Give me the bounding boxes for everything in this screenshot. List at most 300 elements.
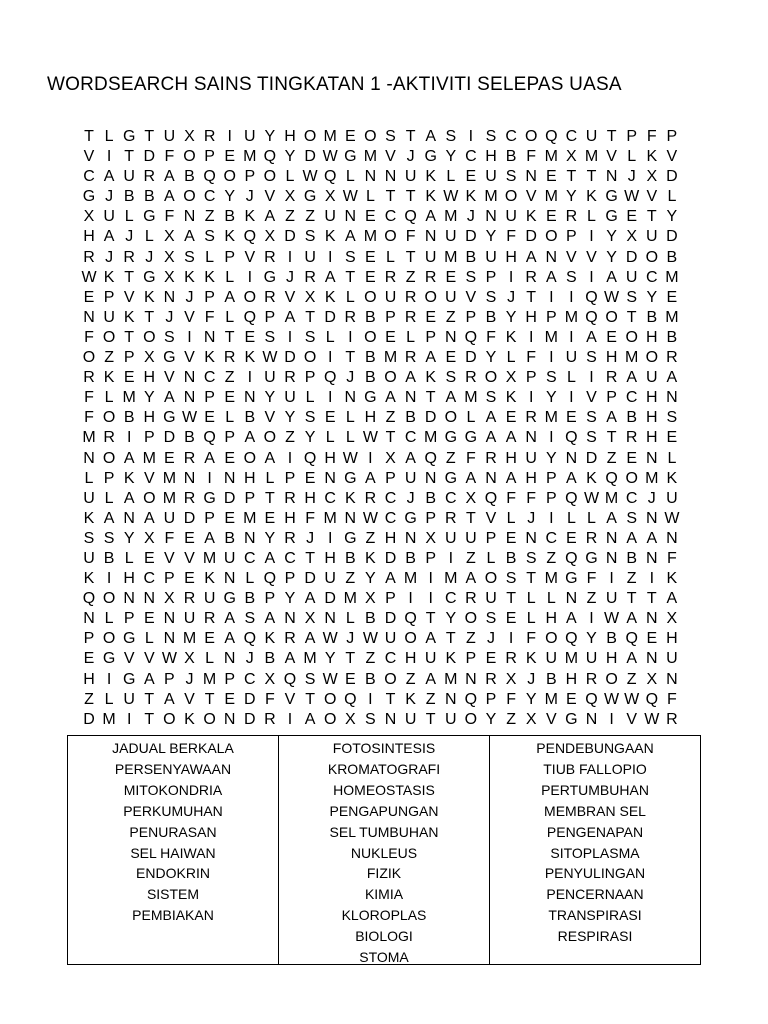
grid-letter: T <box>305 549 315 567</box>
grid-letter: T <box>385 188 396 206</box>
grid-letter: W <box>161 650 177 668</box>
grid-letter: E <box>566 409 577 427</box>
grid-letter: I <box>327 248 333 266</box>
grid-letter: Q <box>404 208 417 226</box>
grid-letter: N <box>223 650 236 668</box>
grid-letter: I <box>528 328 534 346</box>
grid-letter: V <box>184 549 195 567</box>
grid-letter: G <box>565 710 578 728</box>
grid-letter: Z <box>405 268 416 286</box>
grid-letter: U <box>445 288 457 306</box>
grid-letter: L <box>486 549 496 567</box>
grid-letter: K <box>244 208 256 226</box>
grid-letter: P <box>244 168 256 186</box>
grid-letter: S <box>344 248 356 266</box>
grid-letter: M <box>564 308 579 326</box>
grid-letter: M <box>444 248 458 266</box>
grid-letter: M <box>182 630 197 648</box>
grid-letter: K <box>123 469 135 487</box>
grid-letter: P <box>204 389 215 407</box>
grid-letter: U <box>666 489 678 507</box>
grid-letter: K <box>646 148 658 166</box>
grid-letter: I <box>508 630 514 648</box>
grid-letter: I <box>368 690 373 708</box>
grid-letter: B <box>365 369 376 387</box>
grid-letter: Y <box>284 590 296 608</box>
grid-letter: O <box>263 168 277 186</box>
grid-letter: I <box>448 549 454 567</box>
grid-letter: Q <box>344 690 357 708</box>
grid-letter: N <box>183 208 196 226</box>
grid-letter: T <box>385 690 396 708</box>
grid-letter: I <box>589 369 594 387</box>
grid-letter: L <box>325 429 335 447</box>
grid-letter: U <box>103 308 115 326</box>
grid-letter: O <box>384 228 397 246</box>
grid-letter: P <box>143 429 155 447</box>
grid-letter: H <box>324 449 336 467</box>
grid-letter: A <box>103 168 115 186</box>
word-list-item: BIOLOGI <box>355 928 413 945</box>
grid-letter: W <box>322 630 338 648</box>
grid-letter: R <box>203 610 216 628</box>
word-list-item: HOMEOSTASIS <box>333 781 435 798</box>
grid-letter: U <box>324 570 336 588</box>
grid-letter: D <box>83 710 95 728</box>
grid-letter: Y <box>485 710 497 728</box>
grid-letter: U <box>384 630 397 648</box>
grid-letter: U <box>485 248 497 266</box>
grid-letter: S <box>184 248 195 266</box>
grid-letter: D <box>666 228 678 246</box>
grid-letter: E <box>566 529 577 547</box>
grid-letter: S <box>365 710 376 728</box>
grid-letter: V <box>184 349 195 367</box>
grid-letter: L <box>667 449 677 467</box>
grid-letter: Y <box>545 389 557 407</box>
grid-letter: E <box>164 449 175 467</box>
grid-letter: B <box>123 409 135 427</box>
word-list-item: PERKUMUHAN <box>123 802 223 819</box>
grid-letter: H <box>525 469 537 487</box>
grid-letter: E <box>324 409 336 427</box>
grid-letter: J <box>406 489 415 507</box>
grid-letter: P <box>224 248 236 266</box>
grid-letter: A <box>626 369 638 387</box>
grid-letter: P <box>666 128 678 145</box>
grid-letter: D <box>244 690 256 708</box>
grid-letter: J <box>185 288 194 306</box>
grid-letter: K <box>505 328 517 346</box>
grid-letter: A <box>525 248 537 266</box>
grid-letter: E <box>224 690 236 708</box>
grid-letter: Z <box>606 449 617 467</box>
grid-letter: X <box>304 610 316 628</box>
grid-letter: Y <box>525 690 537 708</box>
grid-letter: A <box>103 509 115 527</box>
grid-letter: I <box>106 148 112 166</box>
grid-letter: N <box>605 549 618 567</box>
grid-letter: S <box>103 529 115 547</box>
grid-letter: L <box>325 328 335 346</box>
grid-letter: P <box>204 148 215 166</box>
grid-letter: N <box>384 710 397 728</box>
grid-letter: W <box>604 610 620 628</box>
grid-letter: V <box>264 188 276 206</box>
grid-letter: X <box>184 128 195 145</box>
grid-letter: L <box>104 389 114 407</box>
grid-letter: I <box>609 710 614 728</box>
grid-letter: L <box>566 369 576 387</box>
grid-letter: N <box>83 449 95 467</box>
grid-letter: R <box>83 369 95 387</box>
grid-letter: M <box>444 570 458 588</box>
grid-letter: M <box>464 389 478 407</box>
grid-letter: B <box>485 308 497 326</box>
grid-letter: N <box>123 590 135 608</box>
grid-letter: H <box>123 570 135 588</box>
grid-letter: Q <box>404 610 417 628</box>
grid-letter: G <box>605 188 618 206</box>
grid-letter: I <box>428 570 433 588</box>
grid-letter: O <box>102 409 116 427</box>
grid-letter: R <box>143 168 156 186</box>
grid-letter: I <box>649 570 655 588</box>
grid-letter: I <box>287 710 293 728</box>
grid-letter: E <box>385 328 396 346</box>
grid-letter: Q <box>243 308 257 326</box>
grid-letter: P <box>164 570 175 588</box>
grid-letter: R <box>525 409 537 427</box>
grid-letter: U <box>525 449 537 467</box>
word-list-item: PENCERNAAN <box>546 886 644 903</box>
grid-letter: O <box>605 670 618 688</box>
grid-letter: Y <box>485 349 497 367</box>
grid-letter: M <box>102 710 116 728</box>
grid-letter: N <box>465 670 477 688</box>
grid-letter: J <box>507 288 516 306</box>
grid-letter: L <box>345 409 355 427</box>
grid-letter: W <box>181 409 198 427</box>
grid-letter: D <box>465 349 477 367</box>
grid-letter: G <box>223 590 236 608</box>
grid-letter: N <box>183 389 196 407</box>
grid-letter: Y <box>284 148 296 166</box>
grid-letter: C <box>445 489 457 507</box>
grid-letter: T <box>144 128 155 145</box>
grid-letter: E <box>365 268 376 286</box>
grid-letter: E <box>304 469 316 487</box>
grid-letter: X <box>264 670 276 688</box>
grid-letter: E <box>606 328 617 346</box>
grid-letter: I <box>609 570 614 588</box>
grid-letter: R <box>666 349 678 367</box>
grid-letter: M <box>564 650 579 668</box>
grid-letter: X <box>143 349 155 367</box>
grid-letter: M <box>202 670 217 688</box>
grid-letter: V <box>164 549 175 567</box>
grid-letter: P <box>545 489 557 507</box>
grid-letter: Y <box>365 570 376 588</box>
grid-letter: S <box>545 369 557 387</box>
grid-letter: N <box>223 570 236 588</box>
grid-letter: P <box>244 489 256 507</box>
grid-letter: A <box>304 590 316 608</box>
grid-letter: P <box>204 509 215 527</box>
grid-letter: C <box>505 128 517 145</box>
grid-letter: L <box>265 469 275 487</box>
word-list-item: PERSENYAWAAN <box>114 760 232 777</box>
grid-letter: Q <box>605 469 618 487</box>
grid-letter: U <box>505 208 517 226</box>
grid-letter: F <box>84 328 94 346</box>
grid-letter: F <box>305 509 315 527</box>
grid-letter: Q <box>565 549 578 567</box>
grid-letter: O <box>102 328 116 346</box>
grid-letter: M <box>544 690 558 708</box>
grid-letter: I <box>549 288 554 306</box>
grid-letter: F <box>506 228 516 246</box>
grid-letter: X <box>505 670 517 688</box>
grid-letter: Q <box>263 148 277 166</box>
grid-letter: D <box>163 429 176 447</box>
grid-letter: D <box>183 509 196 527</box>
grid-letter: S <box>304 670 316 688</box>
grid-letter: G <box>424 148 437 166</box>
grid-letter: G <box>143 268 156 286</box>
grid-letter: X <box>143 529 155 547</box>
grid-letter: N <box>203 328 216 346</box>
grid-letter: E <box>123 369 135 387</box>
grid-letter: O <box>203 710 216 728</box>
grid-letter: L <box>406 328 416 346</box>
grid-letter: G <box>344 148 357 166</box>
grid-letter: T <box>445 630 456 648</box>
grid-letter: N <box>183 369 196 387</box>
grid-letter: I <box>327 529 333 547</box>
grid-letter: V <box>646 188 658 206</box>
grid-letter: Y <box>646 288 658 306</box>
grid-letter: N <box>585 710 598 728</box>
grid-letter: E <box>344 670 356 688</box>
grid-letter: H <box>605 349 618 367</box>
grid-letter: Y <box>445 610 457 628</box>
grid-letter: U <box>404 168 417 186</box>
grid-letter: R <box>284 489 296 507</box>
grid-letter: L <box>104 489 114 507</box>
grid-letter: A <box>344 228 356 246</box>
grid-letter: X <box>344 710 356 728</box>
grid-letter: K <box>425 369 437 387</box>
grid-letter: O <box>102 590 116 608</box>
grid-letter: D <box>304 148 316 166</box>
word-list-item: STOMA <box>359 949 409 966</box>
grid-letter: T <box>646 590 657 608</box>
grid-letter: H <box>143 409 156 427</box>
grid-letter: I <box>508 268 514 286</box>
grid-letter: A <box>304 710 316 728</box>
grid-letter: H <box>646 409 658 427</box>
grid-letter: H <box>284 509 296 527</box>
grid-letter: B <box>505 148 517 166</box>
grid-letter: E <box>545 168 557 186</box>
grid-letter: U <box>424 650 437 668</box>
word-list-item: FOTOSINTESIS <box>332 740 436 756</box>
grid-letter: H <box>324 549 336 567</box>
grid-letter: Q <box>464 328 478 346</box>
grid-letter: L <box>365 188 375 206</box>
grid-letter: I <box>327 349 333 367</box>
grid-letter: B <box>123 188 135 206</box>
grid-letter: T <box>405 248 416 266</box>
grid-letter: B <box>365 670 376 688</box>
grid-letter: K <box>224 228 236 246</box>
grid-letter: R <box>445 509 457 527</box>
grid-letter: R <box>183 590 196 608</box>
grid-letter: Q <box>243 630 257 648</box>
grid-letter: G <box>565 570 578 588</box>
grid-letter: Z <box>626 670 637 688</box>
grid-letter: O <box>605 308 618 326</box>
grid-letter: E <box>143 549 155 567</box>
grid-letter: N <box>284 610 296 628</box>
grid-letter: S <box>586 429 597 447</box>
grid-letter: F <box>466 449 476 467</box>
grid-letter: B <box>465 248 477 266</box>
grid-letter: Q <box>565 630 578 648</box>
grid-letter: N <box>364 168 377 186</box>
grid-letter: S <box>505 168 517 186</box>
grid-letter: R <box>364 489 377 507</box>
word-list-column-3 <box>489 736 700 964</box>
grid-letter: J <box>306 529 315 547</box>
grid-letter: U <box>103 208 115 226</box>
grid-letter: U <box>183 610 196 628</box>
grid-letter: D <box>324 308 336 326</box>
grid-letter: N <box>123 509 135 527</box>
grid-letter: S <box>304 228 316 246</box>
grid-letter: R <box>605 369 618 387</box>
grid-letter: C <box>384 509 397 527</box>
grid-letter: Q <box>585 690 598 708</box>
grid-letter: M <box>444 670 458 688</box>
grid-letter: L <box>386 248 395 266</box>
grid-letter: Y <box>324 650 336 668</box>
grid-letter: G <box>605 208 618 226</box>
grid-letter: M <box>604 489 619 507</box>
grid-letter: X <box>646 670 658 688</box>
grid-letter: Z <box>425 690 436 708</box>
grid-letter: C <box>384 489 397 507</box>
grid-letter: A <box>264 549 276 567</box>
grid-letter: U <box>83 489 95 507</box>
grid-letter: A <box>626 610 638 628</box>
grid-letter: G <box>444 429 458 447</box>
grid-letter: Q <box>323 369 337 387</box>
grid-letter: U <box>83 549 95 567</box>
grid-letter: R <box>284 529 296 547</box>
grid-letter: M <box>544 188 558 206</box>
grid-letter: U <box>203 590 216 608</box>
word-list-item: PENDEBUNGAAN <box>536 740 654 756</box>
grid-letter: P <box>264 590 276 608</box>
grid-letter: K <box>244 349 256 367</box>
grid-letter: E <box>264 509 276 527</box>
grid-letter: R <box>344 308 357 326</box>
grid-letter: A <box>304 630 316 648</box>
grid-letter: D <box>465 228 477 246</box>
grid-letter: T <box>506 590 516 608</box>
grid-letter: T <box>84 128 94 145</box>
grid-letter: I <box>126 429 132 447</box>
grid-letter: A <box>143 509 155 527</box>
grid-letter: A <box>123 489 135 507</box>
grid-letter: S <box>525 549 537 567</box>
grid-letter: Y <box>586 630 597 648</box>
grid-letter: Q <box>585 308 598 326</box>
grid-letter: G <box>82 188 96 206</box>
grid-letter: I <box>247 268 253 286</box>
grid-letter: G <box>585 549 598 567</box>
grid-letter: H <box>83 670 95 688</box>
grid-letter: C <box>565 128 578 145</box>
grid-letter: L <box>345 610 355 628</box>
grid-letter: S <box>485 389 497 407</box>
grid-letter: N <box>445 328 457 346</box>
grid-letter: O <box>183 188 196 206</box>
grid-letter: O <box>323 710 337 728</box>
grid-letter: J <box>105 188 114 206</box>
grid-letter: Z <box>345 570 356 588</box>
grid-letter: A <box>224 610 236 628</box>
grid-letter: N <box>83 610 95 628</box>
grid-letter: B <box>184 429 195 447</box>
grid-letter: O <box>243 449 257 467</box>
grid-letter: G <box>102 650 116 668</box>
grid-letter: M <box>403 570 418 588</box>
grid-letter: X <box>365 590 376 608</box>
grid-letter: Y <box>123 529 135 547</box>
grid-letter: L <box>84 469 94 487</box>
grid-letter: U <box>284 389 296 407</box>
grid-letter: H <box>666 630 678 648</box>
grid-letter: P <box>284 570 296 588</box>
grid-letter: W <box>81 268 97 286</box>
grid-letter: J <box>406 148 415 166</box>
grid-letter: A <box>103 228 115 246</box>
grid-letter: U <box>646 369 658 387</box>
grid-letter: P <box>525 369 537 387</box>
grid-letter: S <box>385 128 396 145</box>
grid-letter: W <box>644 710 660 728</box>
grid-letter: I <box>348 328 353 346</box>
grid-letter: O <box>484 369 498 387</box>
grid-letter: N <box>223 469 236 487</box>
grid-letter: T <box>586 168 597 186</box>
grid-letter: L <box>446 168 456 186</box>
grid-letter: L <box>627 148 637 166</box>
grid-letter: H <box>605 650 618 668</box>
grid-letter: R <box>284 369 296 387</box>
grid-letter: B <box>224 208 236 226</box>
grid-letter: P <box>224 670 236 688</box>
grid-letter: X <box>284 188 296 206</box>
grid-letter: T <box>345 268 356 286</box>
grid-letter: A <box>264 610 276 628</box>
grid-letter: J <box>487 630 495 648</box>
grid-letter: K <box>586 469 597 487</box>
grid-letter: S <box>204 228 215 246</box>
